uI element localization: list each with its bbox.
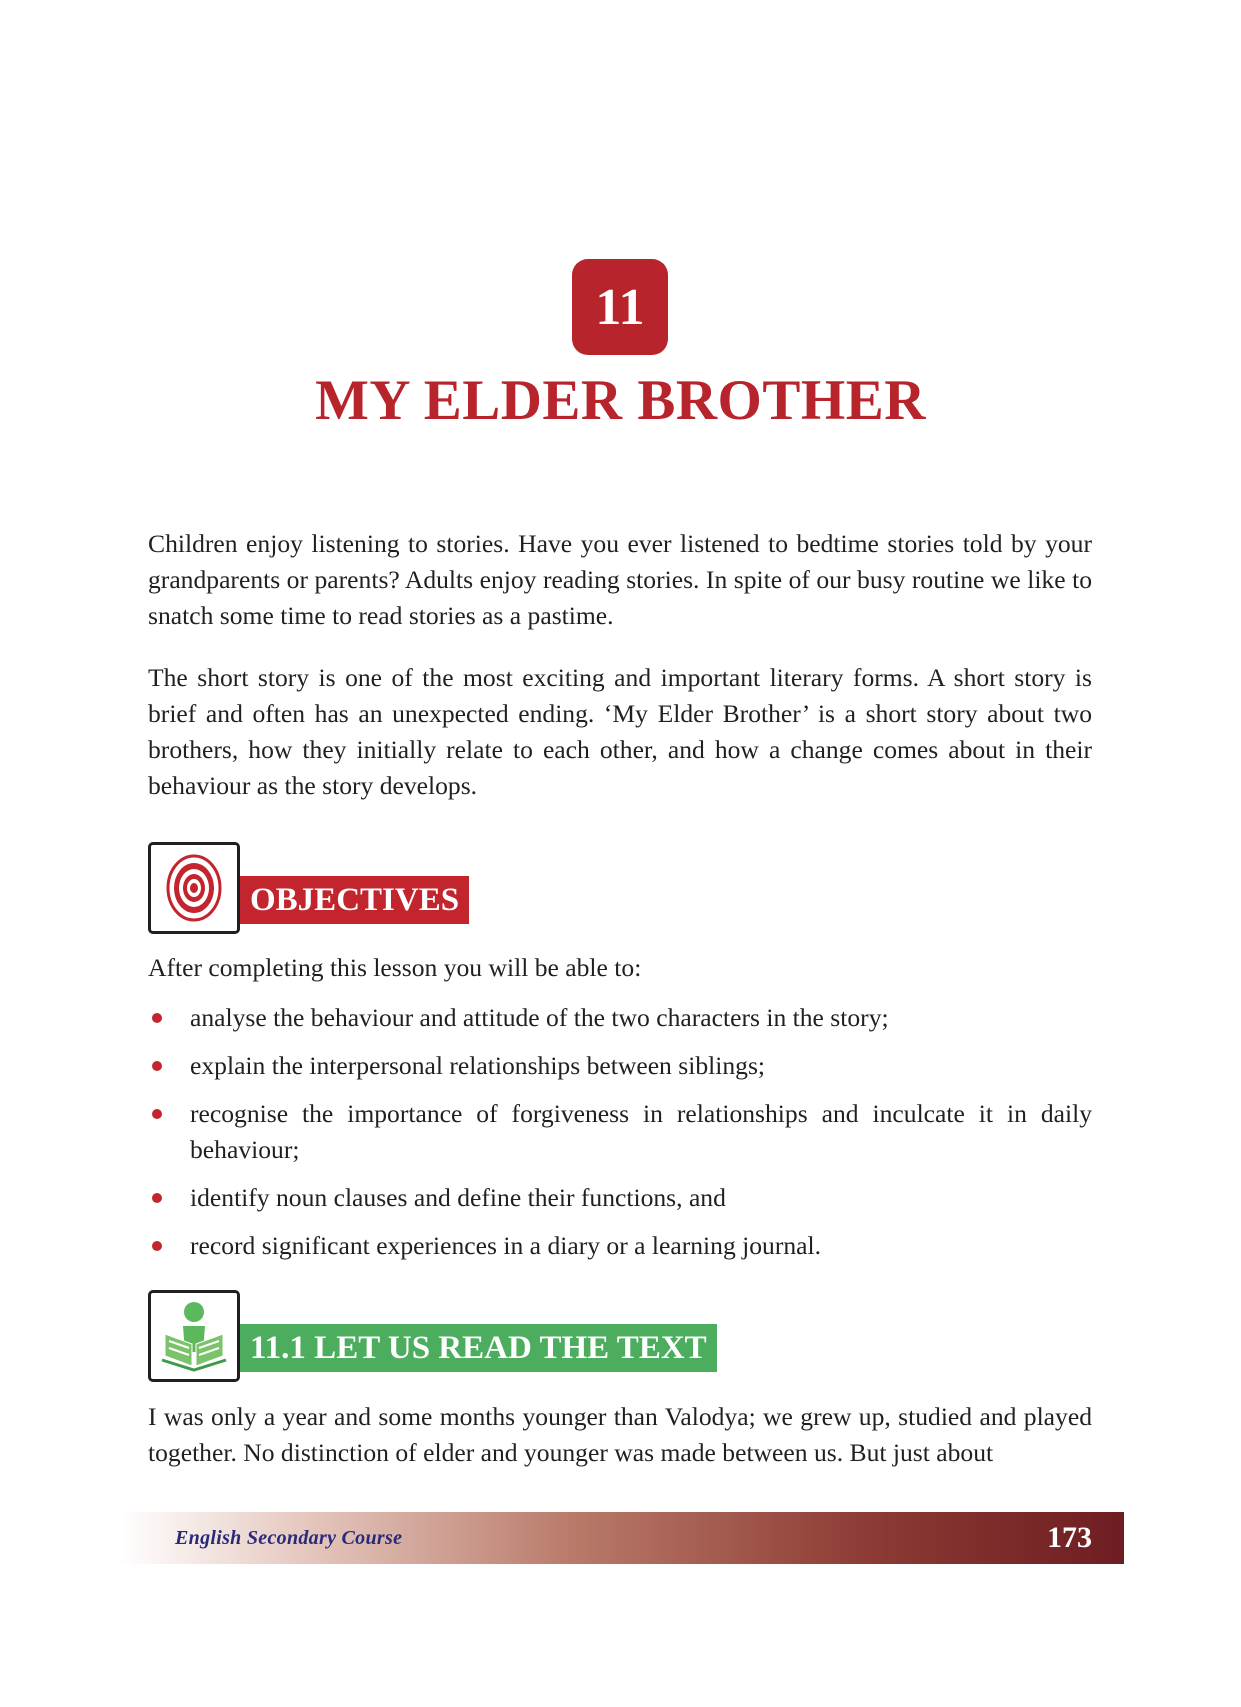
bullet-icon bbox=[152, 1013, 162, 1023]
objective-text: identify noun clauses and define their functions, and bbox=[190, 1183, 726, 1212]
objectives-label: OBJECTIVES bbox=[240, 876, 469, 924]
chapter-title: MY ELDER BROTHER bbox=[315, 369, 926, 432]
intro-paragraph: The short story is one of the most exciting and important literary forms. A short story is brief and often has an unexpected ending. ‘My Elder Brother’ is a short story about two brothers, how they initially relate to each other, and how a change comes about in their behaviour as the story develops. bbox=[148, 663, 1092, 800]
bullet-icon bbox=[152, 1061, 162, 1071]
bullet-icon bbox=[152, 1193, 162, 1203]
objectives-list bbox=[148, 1000, 1092, 1276]
objective-item bbox=[148, 1000, 1092, 1036]
footer-course-title: English Secondary Course bbox=[175, 1526, 403, 1549]
objective-item bbox=[148, 1180, 1092, 1216]
target-icon bbox=[148, 842, 240, 934]
objective-text: record significant experiences in a diary or a learning journal. bbox=[190, 1231, 822, 1260]
objective-text: analyse the behaviour and attitude of the two characters in the story; bbox=[190, 1003, 889, 1032]
objective-item bbox=[148, 1228, 1092, 1264]
objective-text: recognise the importance of forgiveness in relationships and inculcate it in daily behaviour; bbox=[190, 1099, 1092, 1164]
footer-bar bbox=[120, 1512, 1124, 1564]
objective-item bbox=[148, 1048, 1092, 1084]
bullet-icon bbox=[152, 1109, 162, 1119]
intro-paragraph: Children enjoy listening to stories. Have you ever listened to bedtime stories told by your grandparents or parents? Adults enjoy reading stories. In spite of our busy routine we like to snatch some time to read stories as a pastime. bbox=[148, 529, 1092, 630]
chapter-number-badge bbox=[572, 259, 668, 355]
objectives-intro: After completing this lesson you will be able to: bbox=[148, 953, 642, 982]
reading-label: 11.1 LET US READ THE TEXT bbox=[240, 1324, 717, 1372]
reader-book-icon bbox=[148, 1290, 240, 1382]
chapter-number: 11 bbox=[595, 278, 645, 336]
objective-item bbox=[148, 1096, 1092, 1168]
objective-text: explain the interpersonal relationships between siblings; bbox=[190, 1051, 766, 1080]
reading-paragraph: I was only a year and some months younger than Valodya; we grew up, studied and played together. No distinction of elder and younger was made between us. But just about bbox=[148, 1402, 1092, 1467]
bullet-icon bbox=[152, 1241, 162, 1251]
page-number: 173 bbox=[1047, 1521, 1092, 1554]
